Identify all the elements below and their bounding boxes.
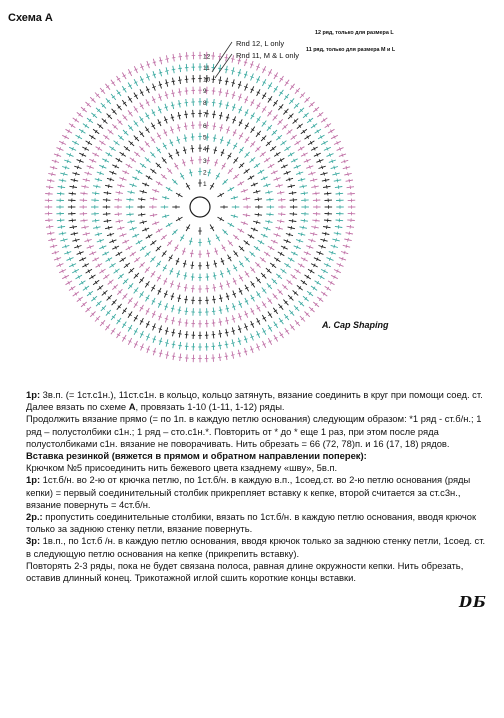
round-number-labels: [203, 53, 211, 188]
chart-rings: [45, 52, 356, 363]
row-1-text: 3в.п. (= 1ст.с1н.), 11ст.с1н. в кольцо, кольцо затянуть, вязание соединить в круг при помощи соед. ст.: [40, 389, 483, 400]
insert-hook-note: Крючком №5 присоединить нить бежевого цвета кзаднему «шву», 5в.п.: [26, 462, 338, 474]
round-number: 12: [203, 53, 211, 61]
rnd12-label: Rnd 12, L only: [236, 39, 285, 48]
round-number: 5: [203, 134, 207, 142]
insert-row-3-label: 3р:: [26, 535, 41, 547]
round-number: 8: [203, 99, 207, 107]
insert-finish: Повторять 2-3 ряды, пока не будет связана полоса, равная длине окружности кепки. Нить обрезать, оставив длинный конец. Трикотажной иглой сшить короткие концы вставки.: [26, 559, 464, 584]
row-1-label: 1р:: [26, 389, 41, 400]
instructions-block: [26, 389, 488, 584]
insert-row-3: [26, 535, 488, 559]
chart-caption: A. Cap Shaping: [322, 320, 389, 330]
insert-row-3-text: 1в.п., по 1ст.б /н. в каждую петлю основания, вводя крючок только за заднюю стенку петли, 1соед. ст. в следующую петлю основания на кепке (прикрепить вставку).: [26, 535, 486, 559]
rnd11-label: Rnd 11, M & L only: [236, 51, 299, 60]
round-number: 4: [203, 146, 207, 154]
insert-row-2-text: пропустить соединительные столбики, вязать по 1ст.б/н. в каждую петлю основания, вводя крючок только за заднюю стенку петли, вязание повернуть.: [26, 511, 477, 535]
rnd11-label-ru: 11 ряд, только для размера M и L: [306, 47, 396, 53]
round-number: 9: [203, 88, 207, 96]
insert-row-1: [26, 474, 488, 511]
round-number: 10: [203, 76, 211, 84]
instruction-chart-ref: [26, 401, 488, 413]
chart-ref-letter: А: [128, 401, 136, 413]
instruction-row-1: [26, 389, 488, 401]
insert-heading: Вставка резинкой (вяжется в прямом и обратном направлении поперек):: [26, 450, 367, 462]
round-number: 7: [203, 111, 207, 119]
insert-row-2-label: 2р.:: [26, 511, 43, 523]
round-number: 11: [203, 65, 210, 72]
scheme-title: Схема А: [8, 12, 53, 24]
insert-row-1-text: 1ст.б/н. во 2-ю от крючка петлю, по 1ст.б/н. в каждую в.п., 1соед.ст. во 2-ю петлю основания (ряды кепки) = первый соединительный столбик прикрепляет вставку к кепке, второй считается за ст.с3н., вязание повернуть = 4ст.б/н.: [26, 474, 471, 510]
rnd11-pointer: [215, 54, 232, 78]
chart-ref-rest: , провязать 1-10 (1-11, 1-12) ряды.: [135, 401, 285, 413]
rnd12-label-ru: 12 ряд, только для размера L: [315, 30, 394, 36]
round-number: 3: [203, 157, 207, 165]
insert-row-2: [26, 511, 488, 535]
author-signature: DБ: [459, 593, 487, 611]
chart-ref-text: Далее вязать по схеме: [26, 401, 129, 413]
round-number: 2: [203, 169, 207, 177]
instruction-continue: Продолжить вязание прямо (= по 1п. в каждую петлю основания) следующим образом: *1 ряд - ст.б/н.; 1 ряд – полустолбики с1н.; 1 ряд – сто.с1н.*. Повторить от * до * еще 1 раз, при этом после ряда полустолбиками с1н. вязание не поворачивать. Нить обрезать = 66 (72, 78)п. и 16 (17, 18) рядов.: [26, 413, 482, 449]
round-number: 6: [203, 123, 207, 130]
insert-row-1-label: 1р:: [26, 474, 41, 486]
round-number: 1: [203, 181, 207, 188]
